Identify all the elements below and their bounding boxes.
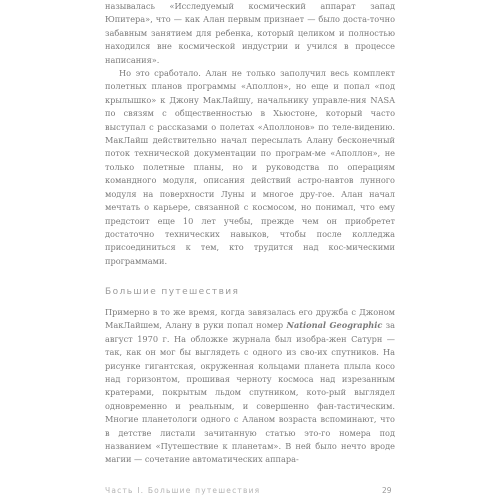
paragraph-text: Примерно в то же время, когда завязалась его дружба с Джоном МакЛайшем, Алану в руки попал номер	[105, 307, 395, 331]
page-number: 29	[382, 486, 392, 495]
section-heading: Большие путешествия	[105, 287, 240, 297]
paragraph-text: за август 1970 г. На обложке журнала был изобра-жен Сатурн — так, как он мог бы выглядеть с одного из сво-их спутников. На рисунке гигантская, окруженная кольцами планета плыла косо над горизонтом, прошивая черноту космоса над изрезанным кратерами, покрытым льдом спутником, кото-рый выглядел одновременно и реальным, и совершенно фан-тастическим. Многие планетологи одного с Аланом возраста вспоминают, что в детстве листали зачитанную статью это-го номера под названием «Путешествие к планетам». В ней было нечто вроде магии — сочетание автоматических аппара-	[105, 320, 395, 465]
paragraph: Но это сработало. Алан не только заполучил весь комплект полетных планов программы «Аполлон», но еще и попал «под крылышко» к Джону МакЛайшу, начальнику управле-ния NASA по связям с общественностью в Хьюстоне, который часто выступал с рассказами о полетах «Аполлонов» по теле-видению. МакЛайш действительно начал пересылать Алану бесконечный поток технической документации по програм-ме «Аполлон», не только полетные планы, но и руководства по операциям командного модуля, описания действий астро-навтов лунного модуля на поверхности Луны и многое дру-гое. Алан начал мечтать о карьере, связанной с космосом, но понимал, что ему предстоит еще 10 лет учебы, прежде чем он приобретет достаточно технических навыков, чтобы после колледжа присоединиться к тем, кто трудится над кос-мическими программами.	[105, 68, 395, 266]
paragraph	[105, 306, 395, 467]
paragraph-continued: называлась «Исследуемый космический аппарат запад Юпитера», что — как Алан первым признает — было доста-точно забавным занятием для ребенка, который целиком и полностью находился вне космической индустрии и учился в процессе написания».	[105, 1, 395, 65]
body-text-top	[105, 0, 395, 268]
magazine-title: National Geographic	[286, 320, 383, 331]
body-text-bottom	[105, 306, 395, 467]
running-footer-title: Часть I. Большие путешествия	[105, 486, 261, 495]
